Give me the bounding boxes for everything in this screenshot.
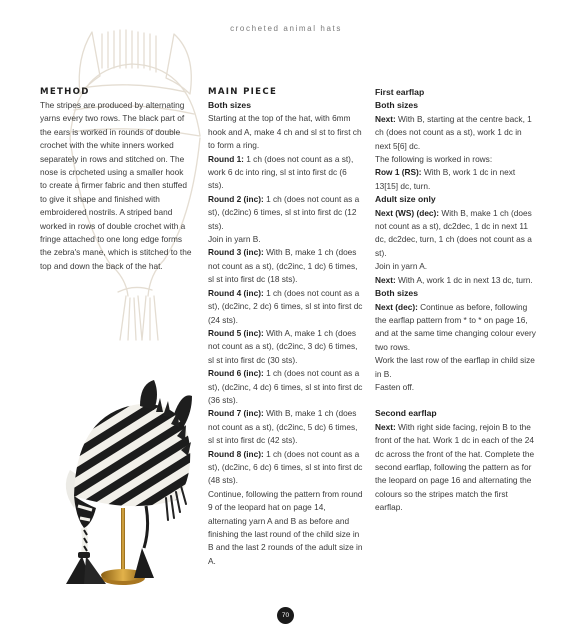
earflap-rows-note: The following is worked in rows: xyxy=(375,154,493,165)
round-text: Join in yarn B. xyxy=(208,234,261,245)
step-text: With right side facing, rejoin B to the front of the hat. Work 1 dc in each of the 24 dc across the front of the hat. Complete the second earflap, following the pattern as for the leopard on page 16 and alternating the colours so the stripes match the first earflap. xyxy=(375,421,535,513)
round-text: 1 ch (does not count as a st), (dc2inc, 6 dc) 6 times, sl st into first dc (48 sts). xyxy=(208,448,363,486)
step-text: With B, make 1 ch (does not count as a st), dc2dec, 1 dc in next 11 dc, dc2dec, turn, 1 ch (does not count as a st). xyxy=(375,207,532,258)
both-sizes-heading: Both sizes xyxy=(375,288,418,299)
round-1 xyxy=(208,153,364,193)
round-2 xyxy=(208,193,364,233)
round-label: Round 5 (inc): xyxy=(208,327,264,338)
second-earflap-step xyxy=(375,421,537,515)
second-earflap-heading: Second earflap xyxy=(375,408,437,419)
first-earflap-subheading: Both sizes xyxy=(375,100,418,111)
round-label: Round 7 (inc): xyxy=(208,408,264,419)
round-label: Round 1: xyxy=(208,153,244,164)
round-text: With B, make 1 ch (does not count as a st), (dc2inc, 5 dc) 6 times, sl st into first dc (42 sts). xyxy=(208,408,358,446)
earflap-dec xyxy=(375,301,537,355)
step-label: Next: xyxy=(375,421,396,432)
round-text: 1 ch (does not count as a st), work 6 dc into ring, sl st into first dc (6 sts). xyxy=(208,153,354,191)
earflap-row-1 xyxy=(375,166,537,193)
round-text: With B, make 1 ch (does not count as a st), (dc2inc, 1 dc) 6 times, sl st into first dc (18 sts). xyxy=(208,247,358,285)
fasten-off: Fasten off. xyxy=(375,381,415,392)
method-section xyxy=(40,86,192,273)
earflap-section xyxy=(375,86,537,515)
main-piece-closing: Continue, following the pattern from round 9 of the leopard hat on page 14, alternating yarn A and B as before and finishing the last round of the child size in B and the last 2 rounds of the adult size in A. xyxy=(208,488,363,566)
join-yarn-b xyxy=(208,233,364,246)
round-label: Round 2 (inc): xyxy=(208,193,264,204)
round-5 xyxy=(208,327,364,367)
round-label: Round 8 (inc): xyxy=(208,448,264,459)
earflap-ws-dec xyxy=(375,207,537,261)
join-yarn-a: Join in yarn A. xyxy=(375,261,428,272)
adult-size-heading: Adult size only xyxy=(375,194,436,205)
zebra-hat-photo xyxy=(36,378,206,598)
step-text: Continue as before, following the earflap pattern from * to * on page 16, and at the same time changing colour every two rows. xyxy=(375,301,536,352)
first-earflap-heading: First earflap xyxy=(375,87,425,97)
main-piece-subheading: Both sizes xyxy=(208,100,251,110)
running-title: crocheted animal hats xyxy=(230,24,342,33)
round-label: Round 6 (inc): xyxy=(208,368,264,379)
step-label: Next (WS) (dec): xyxy=(375,207,440,218)
round-text: With A, make 1 ch (does not count as a st), (dc2inc, 3 dc) 6 times, sl st into first dc (30 sts). xyxy=(208,327,358,365)
step-label: Next (dec): xyxy=(375,301,418,312)
step-label: Row 1 (RS): xyxy=(375,167,422,178)
round-7 xyxy=(208,407,364,447)
earflap-step xyxy=(375,274,537,287)
main-piece-intro: Starting at the top of the hat, with 6mm hook and A, make 4 ch and sl st to first ch to form a ring. xyxy=(208,113,362,151)
main-piece-heading: MAIN PIECE xyxy=(208,87,278,97)
round-label: Round 3 (inc): xyxy=(208,247,264,258)
method-heading: METHOD xyxy=(40,87,90,97)
round-4 xyxy=(208,287,364,327)
round-8 xyxy=(208,448,364,488)
main-piece-section xyxy=(208,86,364,568)
earflap-last-row: Work the last row of the earflap in child size in B. xyxy=(375,355,535,379)
round-text: 1 ch (does not count as a st), (dc2inc) 6 times, sl st into first dc (12 sts). xyxy=(208,193,360,231)
step-label: Next: xyxy=(375,113,396,124)
step-text: With B, starting at the centre back, 1 ch (does not count as a st), work 1 dc in next 5[6] dc. xyxy=(375,113,532,151)
step-text: With A, work 1 dc in next 13 dc, turn. xyxy=(395,274,533,285)
step-label: Next: xyxy=(375,274,396,285)
round-3 xyxy=(208,246,364,286)
earflap-step xyxy=(375,113,537,153)
method-body: The stripes are produced by alternating yarns every two rows. The black part of the ears is worked in rounds of double crochet with the white inners worked separately in rows and stitched on. The nose is crocheted using a smaller hook to create a firmer fabric and then stuffed to give it shape and finished with embroidered nostrils. A striped band worked in rows of double crochet with a fringe attached to one long edge forms the zebra's mane, which is stitched to the top and down the back of the hat. xyxy=(40,100,192,271)
round-6 xyxy=(208,367,364,407)
page-number-badge: 70 xyxy=(277,607,294,624)
step-text: With B, work 1 dc in next 13[15] dc, turn. xyxy=(375,167,516,191)
round-text: 1 ch (does not count as a st), (dc2inc, 4 dc) 6 times, sl st into first dc (36 sts). xyxy=(208,368,363,405)
round-label: Round 4 (inc): xyxy=(208,287,264,298)
round-text: 1 ch (does not count as a st), (dc2inc, 2 dc) 6 times, sl st into first dc (24 sts). xyxy=(208,287,363,325)
